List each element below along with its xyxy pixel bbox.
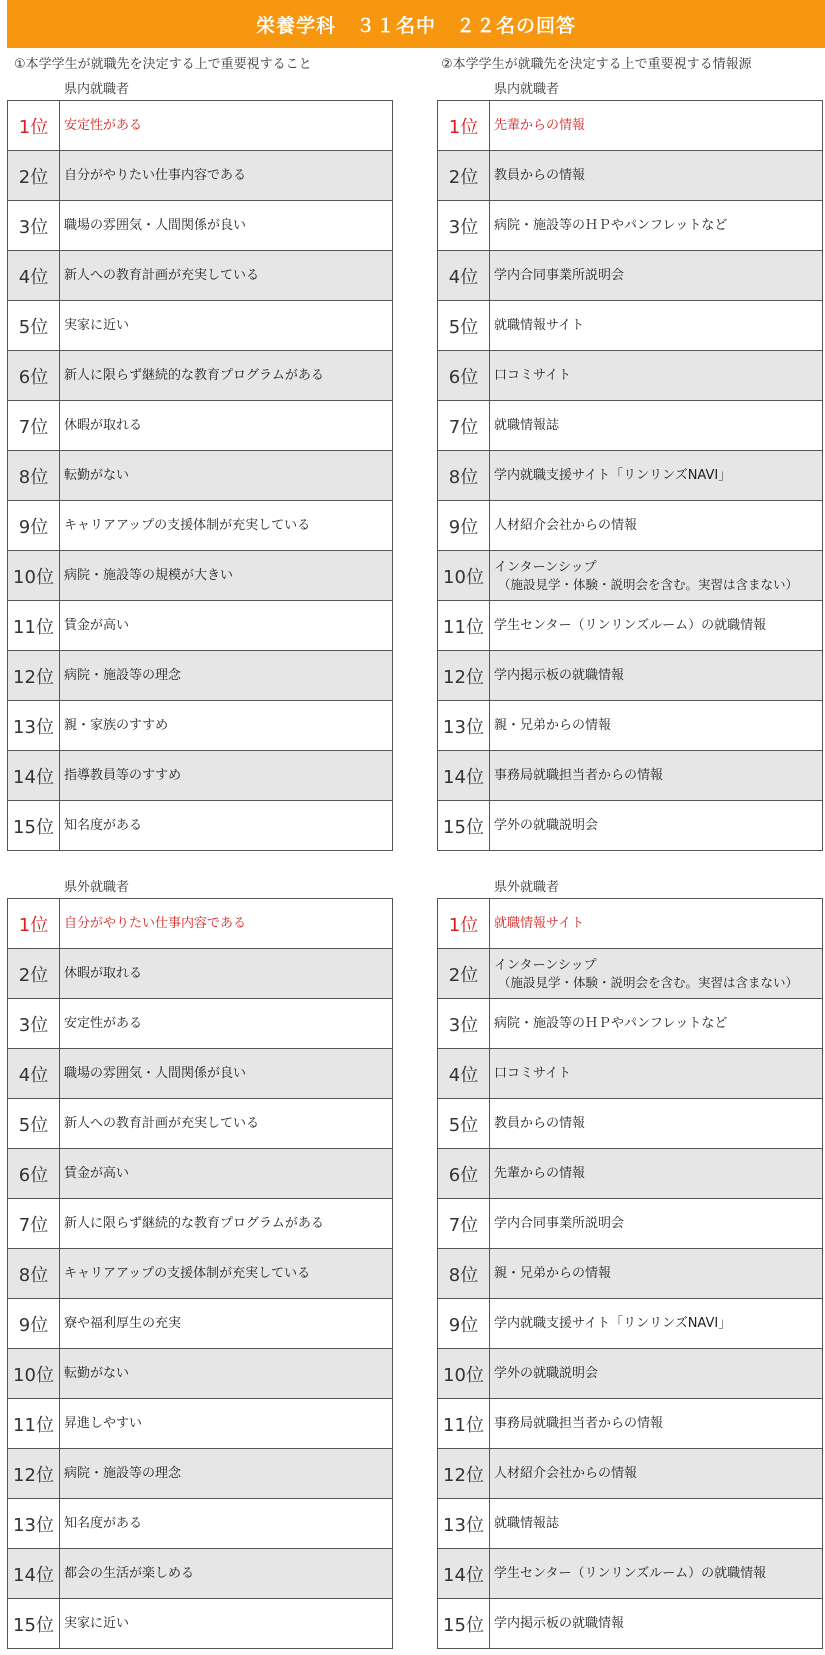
table-row — [438, 1599, 823, 1649]
item-label: 自分がやりたい仕事内容である — [64, 168, 247, 183]
item-label: 人材紹介会社からの情報 — [494, 1466, 638, 1481]
item-cell — [490, 501, 823, 551]
item-label: 教員からの情報 — [494, 168, 586, 183]
table-row — [438, 1549, 823, 1599]
item-cell — [490, 401, 823, 451]
left-section-heading: ①本学学生が就職先を決定する上で重要視すること — [14, 57, 312, 72]
item-label: 新人に限らず継続的な教育プログラムがある — [64, 1216, 324, 1231]
item-cell — [490, 251, 823, 301]
item-cell — [60, 949, 393, 999]
item-label: キャリアアップの支援体制が充実している — [64, 1266, 311, 1281]
item-cell — [490, 1449, 823, 1499]
rank-cell: 14位 — [8, 1549, 60, 1599]
item-label: 就職情報サイト — [494, 916, 585, 931]
item-label: 就職情報誌 — [494, 418, 560, 433]
item-cell — [60, 1199, 393, 1249]
item-note: （施設見学・体験・説明会を含む。実習は含まない） — [498, 576, 799, 592]
item-cell — [60, 999, 393, 1049]
rank-cell: 11位 — [438, 601, 490, 651]
item-label: 転勤がない — [64, 468, 130, 483]
rank-cell: 8位 — [438, 1249, 490, 1299]
rank-cell: 7位 — [438, 401, 490, 451]
item-label: 職場の雰囲気・人間関係が良い — [64, 1066, 247, 1081]
table-row — [8, 651, 393, 701]
item-cell — [60, 899, 393, 949]
table-row — [438, 1049, 823, 1099]
rank-cell: 5位 — [438, 1099, 490, 1149]
sources-in-pref-table — [437, 100, 823, 851]
rank-cell: 5位 — [8, 301, 60, 351]
item-cell — [490, 301, 823, 351]
table-row — [438, 801, 823, 851]
item-cell — [60, 101, 393, 151]
item-cell — [490, 651, 823, 701]
item-cell — [60, 551, 393, 601]
item-cell — [490, 551, 823, 601]
rank-cell: 6位 — [8, 351, 60, 401]
table-row — [438, 251, 823, 301]
rank-cell: 3位 — [8, 201, 60, 251]
rank-cell: 15位 — [8, 801, 60, 851]
rank-cell: 8位 — [438, 451, 490, 501]
item-cell — [60, 1449, 393, 1499]
rank-cell: 15位 — [438, 801, 490, 851]
factors-in-pref-table — [7, 100, 393, 851]
table-row — [8, 601, 393, 651]
item-label: 親・家族のすすめ — [64, 718, 169, 733]
item-label: 休暇が取れる — [64, 418, 143, 433]
right-in-pref-label: 県内就職者 — [494, 82, 560, 97]
table-row — [8, 301, 393, 351]
table-row — [8, 801, 393, 851]
rank-cell: 10位 — [438, 1349, 490, 1399]
right-section-heading: ②本学学生が就職先を決定する上で重要視する情報源 — [441, 57, 752, 72]
item-cell — [490, 751, 823, 801]
item-label: 実家に近い — [64, 318, 130, 333]
item-cell — [490, 351, 823, 401]
item-cell — [60, 1299, 393, 1349]
table-row — [8, 351, 393, 401]
rank-cell: 14位 — [8, 751, 60, 801]
item-label: 病院・施設等の理念 — [64, 668, 182, 683]
item-label: 口コミサイト — [494, 368, 572, 383]
item-label: 人材紹介会社からの情報 — [494, 518, 638, 533]
table-row — [438, 751, 823, 801]
item-label: 学内就職支援サイト「リンリンズNAVI」 — [494, 1316, 732, 1331]
rank-cell: 9位 — [8, 1299, 60, 1349]
table-row — [8, 151, 393, 201]
item-label: 休暇が取れる — [64, 966, 143, 981]
item-label: 学外の就職説明会 — [494, 818, 599, 833]
rank-cell: 3位 — [438, 999, 490, 1049]
table-row — [438, 551, 823, 601]
item-cell — [60, 201, 393, 251]
rank-cell: 2位 — [8, 949, 60, 999]
table-row — [8, 251, 393, 301]
table-row — [438, 301, 823, 351]
item-label: 病院・施設等の理念 — [64, 1466, 182, 1481]
rank-cell: 4位 — [8, 1049, 60, 1099]
item-label: 病院・施設等のＨＰやパンフレットなど — [494, 1016, 728, 1031]
item-label: 学内合同事業所説明会 — [494, 268, 625, 283]
item-label: 指導教員等のすすめ — [64, 768, 182, 783]
table-row — [8, 1599, 393, 1649]
item-cell — [60, 601, 393, 651]
rank-cell: 4位 — [438, 251, 490, 301]
table-row — [438, 501, 823, 551]
rank-cell: 6位 — [438, 1149, 490, 1199]
rank-cell: 9位 — [8, 501, 60, 551]
item-label: 事務局就職担当者からの情報 — [494, 1416, 664, 1431]
item-cell — [490, 801, 823, 851]
item-label: 先輩からの情報 — [494, 1166, 586, 1181]
item-label: 先輩からの情報 — [494, 118, 586, 133]
item-label: 親・兄弟からの情報 — [494, 1266, 612, 1281]
item-label: 寮や福利厚生の充実 — [64, 1316, 182, 1331]
item-label: 新人に限らず継続的な教育プログラムがある — [64, 368, 324, 383]
item-cell — [60, 301, 393, 351]
rank-cell: 8位 — [8, 451, 60, 501]
right-out-pref-label: 県外就職者 — [494, 880, 560, 895]
rank-cell: 11位 — [8, 601, 60, 651]
item-cell — [60, 701, 393, 751]
item-cell — [490, 201, 823, 251]
rank-cell: 6位 — [438, 351, 490, 401]
table-row — [438, 101, 823, 151]
item-cell — [490, 1249, 823, 1299]
table-row — [438, 351, 823, 401]
item-label: 学生センター（リンリンズルーム）の就職情報 — [494, 618, 767, 633]
rank-cell: 3位 — [438, 201, 490, 251]
rank-cell: 1位 — [8, 101, 60, 151]
table-row — [8, 701, 393, 751]
item-cell — [490, 1049, 823, 1099]
item-label: 口コミサイト — [494, 1066, 572, 1081]
table-row — [8, 551, 393, 601]
table-row — [8, 1299, 393, 1349]
rank-cell: 1位 — [8, 899, 60, 949]
table-row — [438, 949, 823, 999]
table-row — [438, 1399, 823, 1449]
item-label: 病院・施設等のＨＰやパンフレットなど — [494, 218, 728, 233]
item-label: 事務局就職担当者からの情報 — [494, 768, 664, 783]
table-row — [8, 401, 393, 451]
table-row — [8, 899, 393, 949]
rank-cell: 2位 — [438, 151, 490, 201]
table-row — [8, 501, 393, 551]
item-label: インターンシップ — [494, 559, 597, 575]
item-label: 新人への教育計画が充実している — [64, 268, 260, 283]
table-row — [8, 999, 393, 1049]
item-cell — [490, 949, 823, 999]
rank-cell: 7位 — [438, 1199, 490, 1249]
item-cell — [60, 1499, 393, 1549]
item-label: 賃金が高い — [64, 1166, 130, 1181]
rank-cell: 13位 — [8, 701, 60, 751]
table-row — [438, 1349, 823, 1399]
rank-cell: 5位 — [438, 301, 490, 351]
rank-cell: 1位 — [438, 101, 490, 151]
item-cell — [490, 1299, 823, 1349]
item-cell — [60, 1399, 393, 1449]
item-cell — [490, 101, 823, 151]
rank-cell: 9位 — [438, 501, 490, 551]
table-row — [438, 1449, 823, 1499]
item-cell — [60, 351, 393, 401]
item-cell — [60, 1249, 393, 1299]
rank-cell: 6位 — [8, 1149, 60, 1199]
rank-cell: 14位 — [438, 1549, 490, 1599]
rank-cell: 13位 — [8, 1499, 60, 1549]
table-row — [438, 701, 823, 751]
item-cell — [60, 751, 393, 801]
item-cell — [490, 1499, 823, 1549]
left-in-pref-label: 県内就職者 — [64, 82, 130, 97]
left-out-pref-label: 県外就職者 — [64, 880, 130, 895]
table-row — [8, 1199, 393, 1249]
table-row — [438, 1499, 823, 1549]
item-label: 親・兄弟からの情報 — [494, 718, 612, 733]
table-row — [438, 451, 823, 501]
item-cell — [490, 1399, 823, 1449]
item-label: 学生センター（リンリンズルーム）の就職情報 — [494, 1566, 767, 1581]
table-row — [8, 1049, 393, 1099]
item-label: 賃金が高い — [64, 618, 130, 633]
item-cell — [490, 1599, 823, 1649]
item-cell — [60, 1549, 393, 1599]
item-label: 知名度がある — [64, 818, 143, 833]
item-cell — [60, 1099, 393, 1149]
rank-cell: 14位 — [438, 751, 490, 801]
rank-cell: 4位 — [8, 251, 60, 301]
table-row — [8, 201, 393, 251]
table-row — [8, 1449, 393, 1499]
table-row — [8, 1149, 393, 1199]
item-cell — [60, 651, 393, 701]
table-row — [438, 1199, 823, 1249]
item-label: 学内掲示板の就職情報 — [494, 1616, 625, 1631]
item-cell — [60, 1049, 393, 1099]
rank-cell: 12位 — [438, 1449, 490, 1499]
item-note: （施設見学・体験・説明会を含む。実習は含まない） — [498, 974, 799, 990]
table-row — [438, 201, 823, 251]
item-label: 実家に近い — [64, 1616, 130, 1631]
rank-cell: 15位 — [438, 1599, 490, 1649]
factors-out-pref-table — [7, 898, 393, 1649]
item-cell — [490, 1099, 823, 1149]
rank-cell: 11位 — [8, 1399, 60, 1449]
item-cell — [60, 1599, 393, 1649]
rank-cell: 12位 — [438, 651, 490, 701]
table-row — [8, 101, 393, 151]
rank-cell: 10位 — [438, 551, 490, 601]
table-row — [8, 1249, 393, 1299]
item-cell — [60, 251, 393, 301]
rank-cell: 3位 — [8, 999, 60, 1049]
table-row — [438, 999, 823, 1049]
table-row — [438, 1249, 823, 1299]
table-row — [438, 1149, 823, 1199]
item-label: 学内就職支援サイト「リンリンズNAVI」 — [494, 468, 732, 483]
table-row — [438, 601, 823, 651]
rank-cell: 15位 — [8, 1599, 60, 1649]
table-row — [8, 451, 393, 501]
table-row — [438, 899, 823, 949]
rank-cell: 2位 — [8, 151, 60, 201]
table-row — [438, 1099, 823, 1149]
item-label: 安定性がある — [64, 118, 143, 133]
rank-cell: 13位 — [438, 701, 490, 751]
item-cell — [490, 451, 823, 501]
item-cell — [490, 701, 823, 751]
item-label: 昇進しやすい — [64, 1416, 143, 1431]
item-cell — [490, 1349, 823, 1399]
item-label: 職場の雰囲気・人間関係が良い — [64, 218, 247, 233]
item-label: 自分がやりたい仕事内容である — [64, 916, 247, 931]
item-cell — [490, 1549, 823, 1599]
rank-cell: 8位 — [8, 1249, 60, 1299]
table-row — [438, 1299, 823, 1349]
item-label: 学外の就職説明会 — [494, 1366, 599, 1381]
item-label: 知名度がある — [64, 1516, 143, 1531]
item-cell — [60, 451, 393, 501]
item-cell — [60, 151, 393, 201]
page-title-banner — [7, 0, 825, 48]
item-cell — [60, 401, 393, 451]
item-label: 学内合同事業所説明会 — [494, 1216, 625, 1231]
item-label: 学内掲示板の就職情報 — [494, 668, 625, 683]
item-label: 教員からの情報 — [494, 1116, 586, 1131]
rank-cell: 1位 — [438, 899, 490, 949]
item-label: 就職情報誌 — [494, 1516, 560, 1531]
item-label: 転勤がない — [64, 1366, 130, 1381]
item-cell — [490, 601, 823, 651]
rank-cell: 11位 — [438, 1399, 490, 1449]
rank-cell: 7位 — [8, 401, 60, 451]
sources-out-pref-table — [437, 898, 823, 1649]
table-row — [8, 1399, 393, 1449]
item-cell — [60, 501, 393, 551]
item-label: 安定性がある — [64, 1016, 143, 1031]
item-label: キャリアアップの支援体制が充実している — [64, 518, 311, 533]
table-row — [8, 1549, 393, 1599]
item-label: インターンシップ — [494, 957, 597, 973]
table-row — [438, 151, 823, 201]
rank-cell: 10位 — [8, 551, 60, 601]
table-row — [8, 751, 393, 801]
table-row — [8, 1099, 393, 1149]
table-row — [8, 949, 393, 999]
item-cell — [490, 899, 823, 949]
rank-cell: 13位 — [438, 1499, 490, 1549]
item-cell — [490, 999, 823, 1049]
table-row — [438, 651, 823, 701]
item-cell — [60, 1349, 393, 1399]
rank-cell: 7位 — [8, 1199, 60, 1249]
rank-cell: 12位 — [8, 651, 60, 701]
item-label: 都会の生活が楽しめる — [64, 1566, 195, 1581]
item-cell — [490, 151, 823, 201]
item-label: 就職情報サイト — [494, 318, 585, 333]
rank-cell: 2位 — [438, 949, 490, 999]
item-cell — [490, 1149, 823, 1199]
item-cell — [60, 801, 393, 851]
rank-cell: 10位 — [8, 1349, 60, 1399]
item-label: 新人への教育計画が充実している — [64, 1116, 260, 1131]
item-label: 病院・施設等の規模が大きい — [64, 568, 234, 583]
rank-cell: 12位 — [8, 1449, 60, 1499]
rank-cell: 4位 — [438, 1049, 490, 1099]
rank-cell: 9位 — [438, 1299, 490, 1349]
table-row — [438, 401, 823, 451]
table-row — [8, 1349, 393, 1399]
page-title: 栄養学科 ３１名中 ２２名の回答 — [255, 14, 576, 37]
item-cell — [490, 1199, 823, 1249]
table-row — [8, 1499, 393, 1549]
rank-cell: 5位 — [8, 1099, 60, 1149]
item-cell — [60, 1149, 393, 1199]
